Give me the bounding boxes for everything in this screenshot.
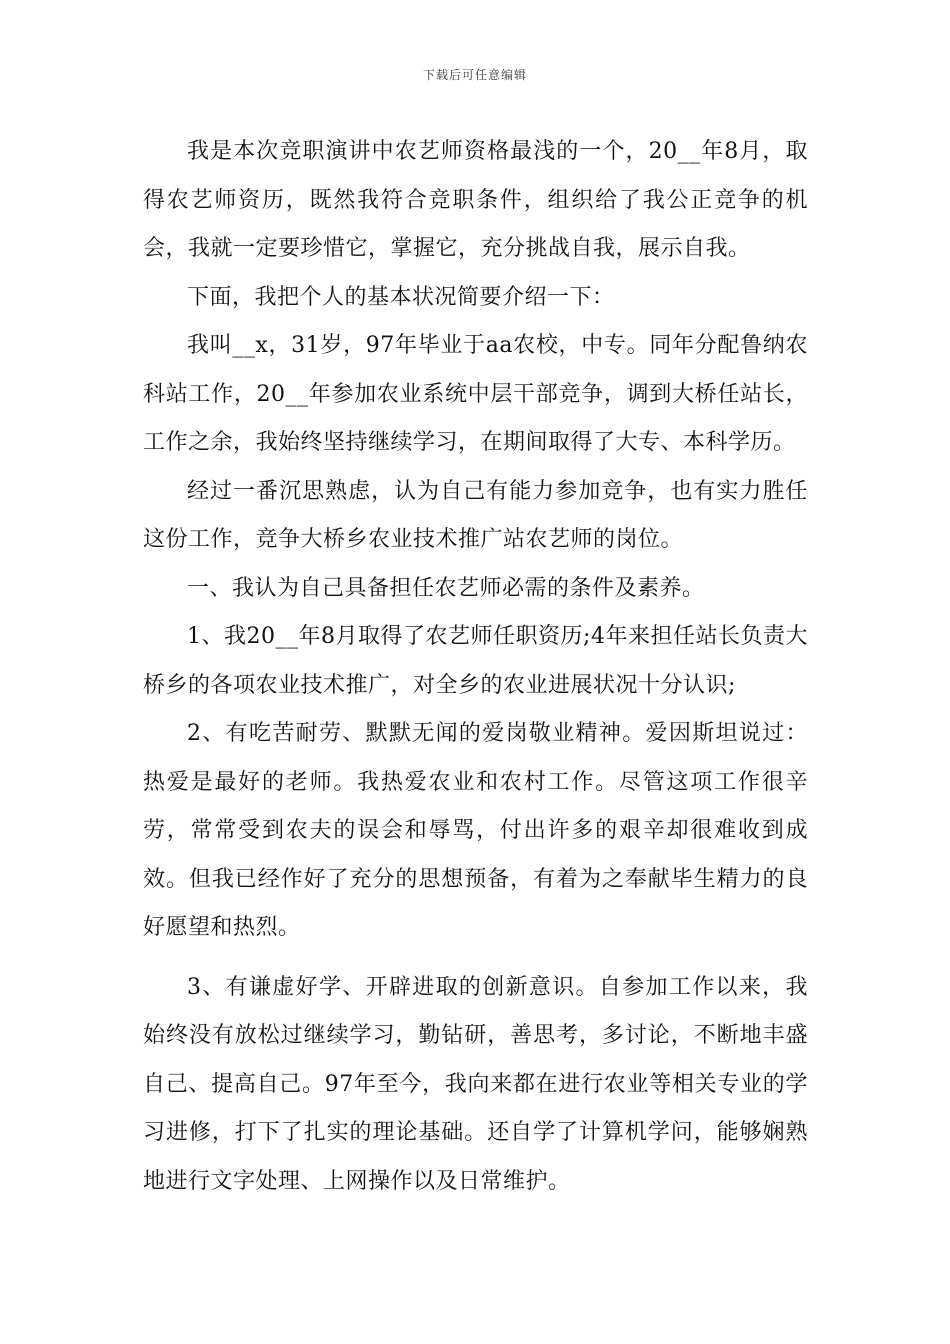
paragraph-motivation: 经过一番沉思熟虑，认为自己有能力参加竞争，也有实力胜任这份工作，竞争大桥乡农业技术推广站农艺师的岗位。 — [143, 478, 808, 552]
paragraph-point-3: 3、有谦虚好学、开辟进取的创新意识。自参加工作以来，我始终没有放松过继续学习，勤钻研，善思考，多讨论，不断地丰盛自己、提高自己。97年至今，我向来都在进行农业等相关专业的学习进修，打下了扎实的理论基础。还自学了计算机学问，能够娴熟地进行文字处理、上网操作以及日常维护。 — [143, 974, 808, 1194]
paragraph-intro: 我是本次竞职演讲中农艺师资格最浅的一个，20__年8月，取得农艺师资历，既然我符合竞职条件，组织给了我公正竞争的机会，我就一定要珍惜它，掌握它，充分挑战自我，展示自我。 — [143, 139, 808, 261]
paragraph-point-1: 1、我20__年8月取得了农艺师任职资历;4年来担任站长负责大桥乡的各项农业技术推广，对全乡的农业进展状况十分认识; — [143, 624, 808, 698]
paragraph-personal-background: 我叫__x，31岁，97年毕业于aa农校，中专。同年分配鲁纳农科站工作，20__年参加农业系统中层干部竞争，调到大桥任站长，工作之余，我始终坚持继续学习，在期间取得了大专、本科学历。 — [143, 333, 808, 455]
page-header-note: 下载后可任意编辑 — [422, 68, 527, 82]
paragraph-point-2: 2、有吃苦耐劳、默默无闻的爱岗敬业精神。爱因斯坦说过：热爱是最好的老师。我热爱农业和农村工作。尽管这项工作很辛劳，常常受到农夫的误会和辱骂，付出许多的艰辛却很难收到成效。但我已经作好了充分的思想预备，有着为之奉献毕生精力的良好愿望和热烈。 — [143, 721, 808, 940]
paragraph-section-one-heading: 一、我认为自己具备担任农艺师必需的条件及素养。 — [187, 575, 705, 601]
paragraph-basic-info-lead: 下面，我把个人的基本状况简要介绍一下： — [187, 284, 615, 310]
document-body — [143, 128, 808, 1206]
